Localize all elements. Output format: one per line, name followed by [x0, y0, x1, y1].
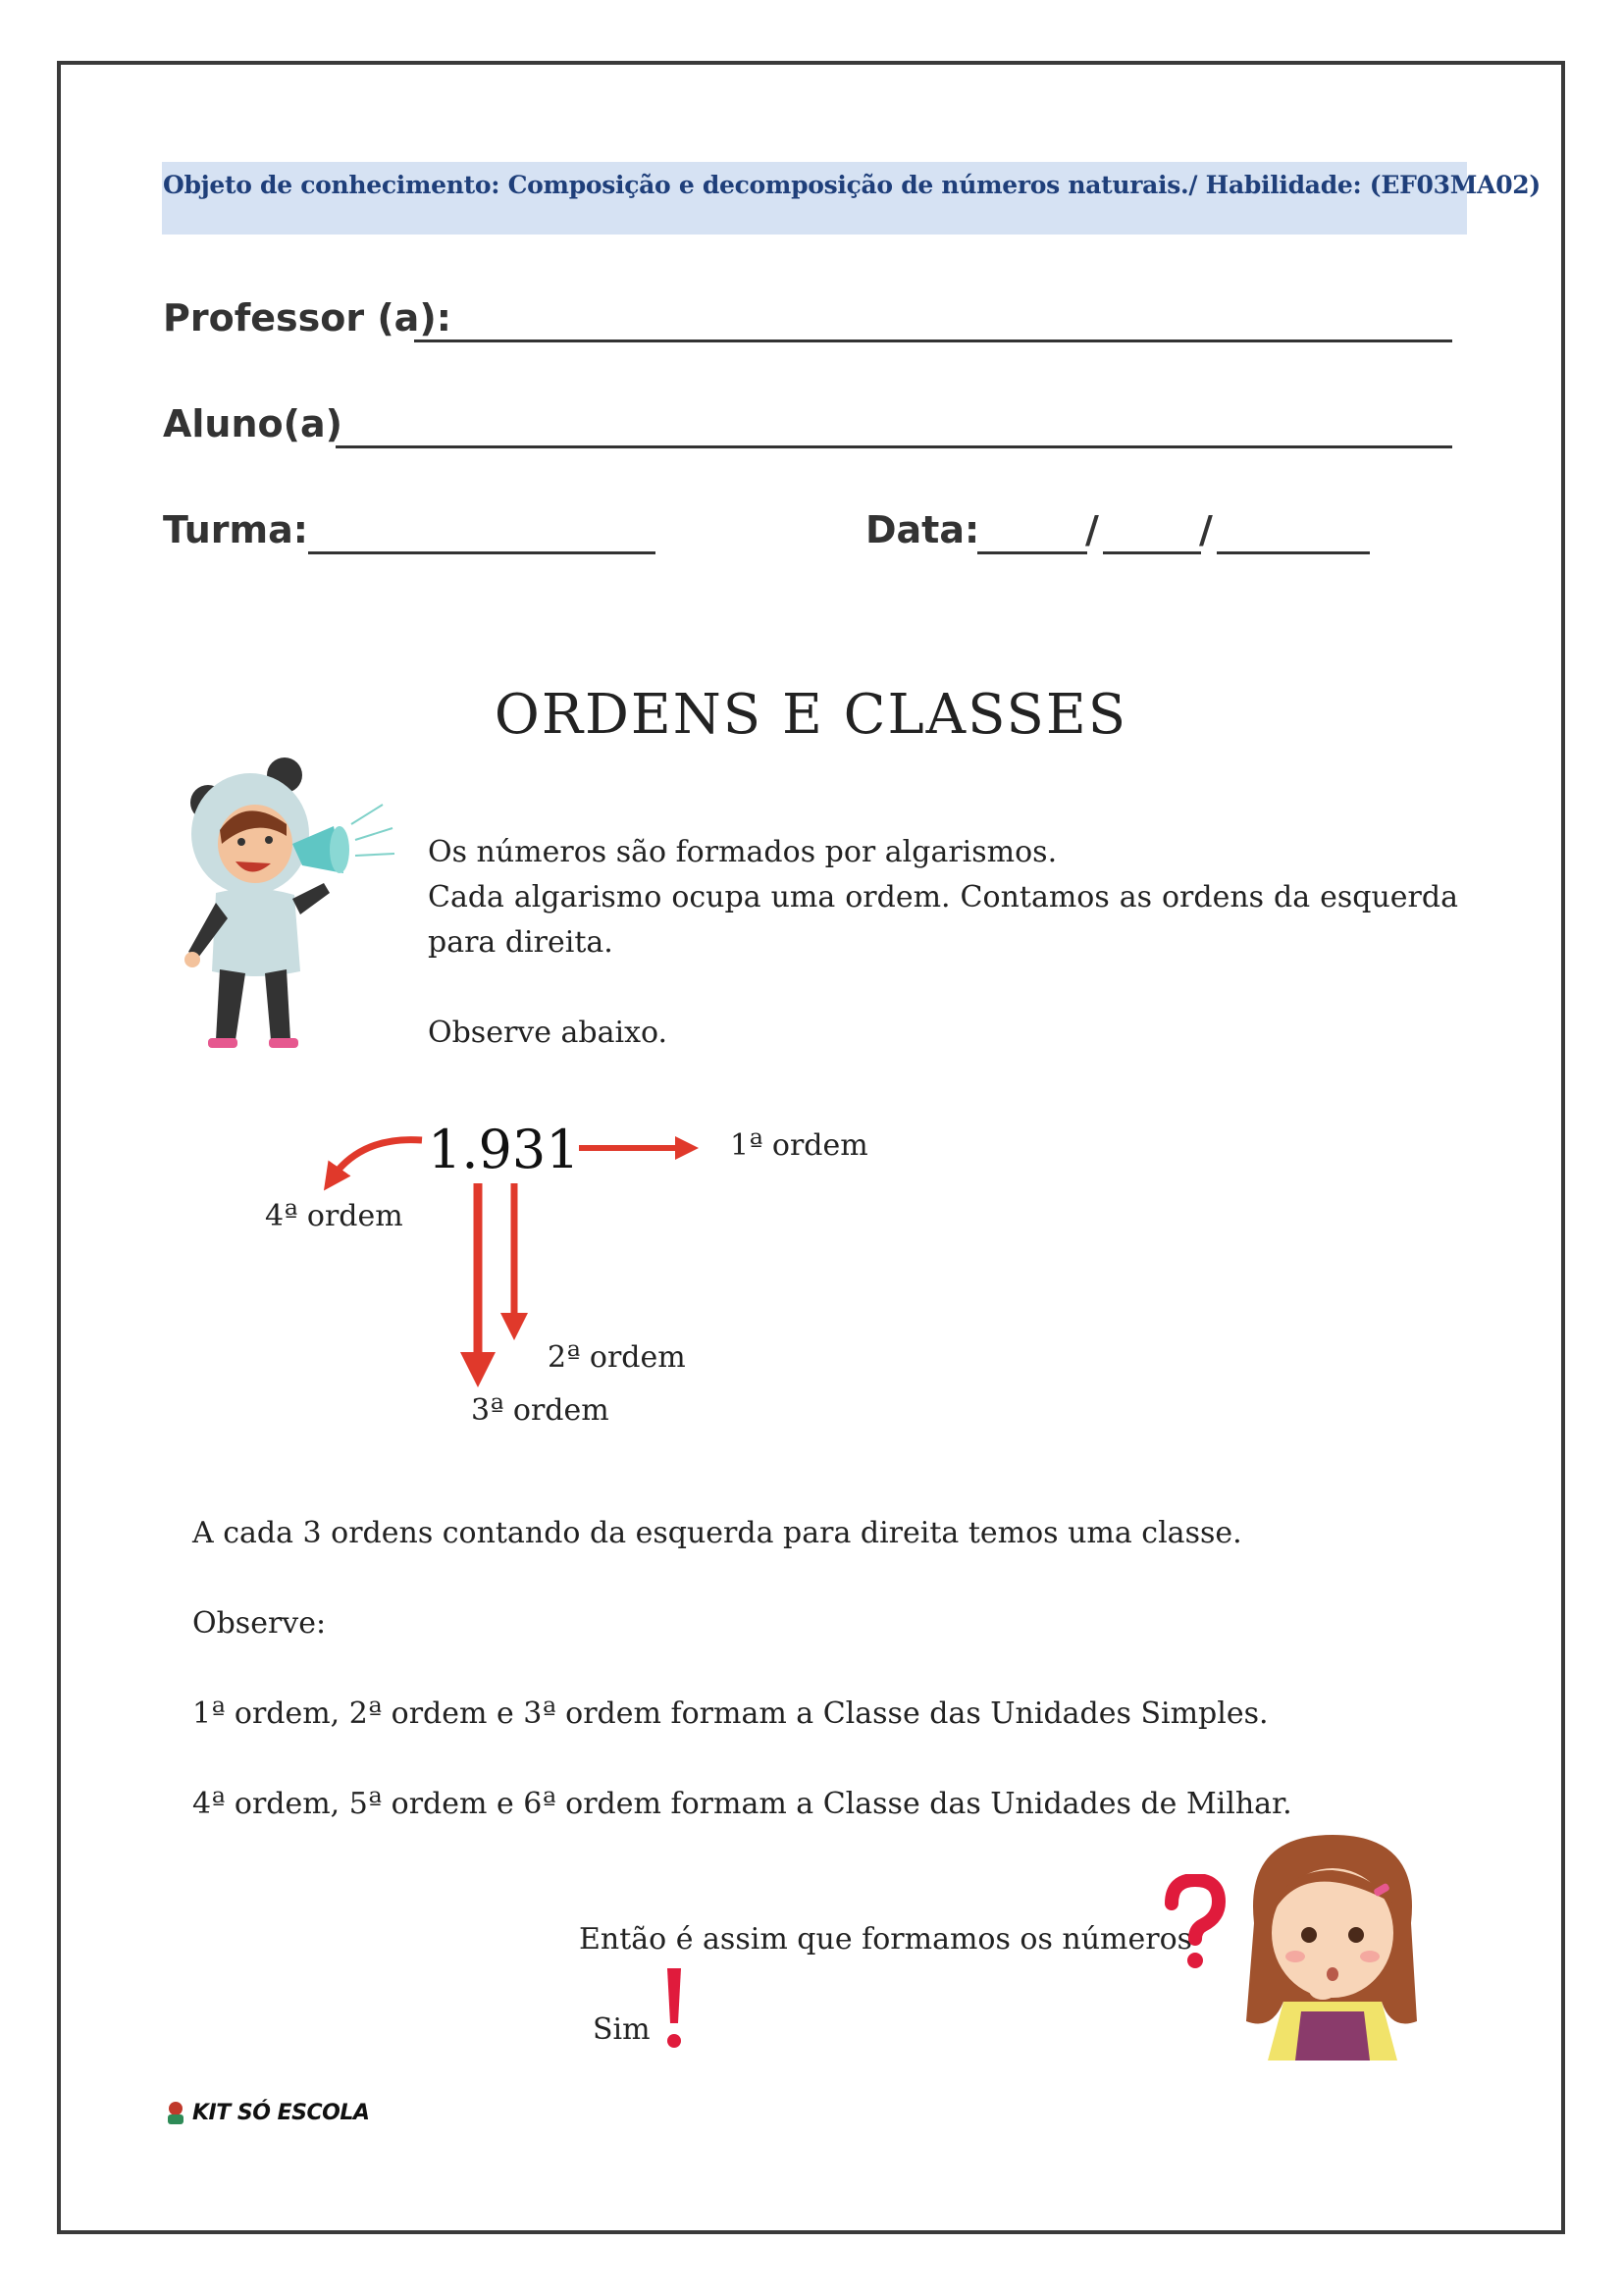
class-label: Turma:	[163, 508, 308, 551]
student-label: Aluno(a)	[163, 402, 343, 445]
order-label-2: 2ª ordem	[548, 1340, 686, 1375]
logo-text: KIT SÓ ESCOLA	[192, 2100, 370, 2125]
brand-logo	[163, 2100, 369, 2125]
thinking-girl-illustration	[1225, 1825, 1440, 2070]
date-label: Data:	[865, 508, 980, 551]
teacher-label: Professor (a):	[163, 296, 451, 339]
example-number: 1.931	[428, 1119, 580, 1180]
order-label-3: 3ª ordem	[471, 1393, 609, 1428]
explanation-paragraph-3: 1ª ordem, 2ª ordem e 3ª ordem formam a Classe das Unidades Simples.	[192, 1696, 1269, 1731]
date-slash-1: /	[1085, 508, 1099, 551]
question-mark-icon	[1158, 1874, 1229, 1972]
explanation-paragraph-2: Observe:	[192, 1606, 327, 1641]
answer-text: Sim	[593, 2012, 651, 2047]
intro-observe: Observe abaixo.	[428, 1016, 668, 1050]
order-label-1: 1ª ordem	[730, 1128, 868, 1163]
order-label-4: 4ª ordem	[265, 1199, 403, 1233]
arrow-4th-order	[332, 1140, 422, 1179]
exclamation-mark-icon	[661, 1964, 687, 2053]
question-text: Então é assim que formamos os números	[579, 1922, 1193, 1957]
intro-line-2: Cada algarismo ocupa uma ordem. Contamos as ordens da esquerda para direita.	[428, 880, 1458, 960]
explanation-paragraph-1: A cada 3 ordens contando da esquerda para direita temos uma classe.	[192, 1516, 1242, 1550]
knowledge-objective: Objeto de conhecimento: Composição e decomposição de números naturais./ Habilidade: (EF03MA02)	[163, 171, 1541, 199]
intro-line-1: Os números são formados por algarismos.	[428, 835, 1058, 869]
page-title: ORDENS E CLASSES	[494, 683, 1128, 747]
explanation-paragraph-4: 4ª ordem, 5ª ordem e 6ª ordem formam a Classe das Unidades de Milhar.	[192, 1787, 1292, 1821]
date-slash-2: /	[1199, 508, 1213, 551]
teacher-logo-icon	[163, 2100, 188, 2125]
